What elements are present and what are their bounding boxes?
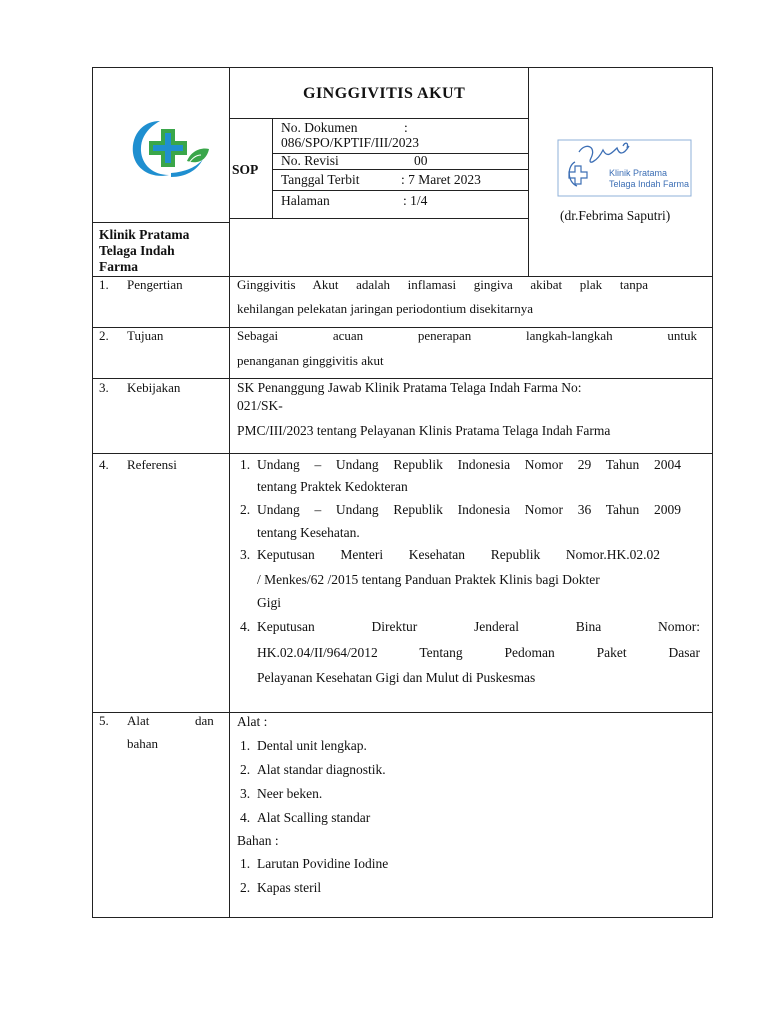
approval-stamp xyxy=(557,138,693,200)
issue-date-value: : 7 Maret 2023 xyxy=(401,172,481,187)
section-number: 3. xyxy=(99,380,109,395)
revision-value: 00 xyxy=(414,153,428,168)
section-label: Alat xyxy=(127,713,150,728)
section-text-line: penanganan ginggivitis akut xyxy=(237,353,384,368)
issue-date-label: Tanggal Terbit xyxy=(281,172,360,187)
bahan-heading: Bahan : xyxy=(237,833,279,848)
doc-number-label: No. Dokumen xyxy=(281,120,358,135)
section-number: 4. xyxy=(99,457,109,472)
alat-heading: Alat : xyxy=(237,714,268,729)
section-number: 5. xyxy=(99,713,109,728)
doc-number-value: 086/SPO/KPTIF/III/2023 xyxy=(281,135,420,150)
sop-label: SOP xyxy=(232,162,259,177)
signatory-name: (dr.Febrima Saputri) xyxy=(560,208,671,223)
doc-number-colon: : xyxy=(404,120,408,135)
section-text-line: kehilangan pelekatan jaringan periodontium disekitarnya xyxy=(237,301,534,316)
section-label: Referensi xyxy=(127,457,177,472)
page-value: : 1/4 xyxy=(403,193,428,208)
stamp-text-line-2: Telaga Indah Farma xyxy=(609,179,690,189)
revision-label: No. Revisi xyxy=(281,153,339,168)
document-title: GINGGIVITIS AKUT xyxy=(303,85,466,102)
page-label: Halaman xyxy=(281,193,330,208)
section-label: Tujuan xyxy=(127,328,164,343)
section-label: dan xyxy=(195,713,214,728)
section-text-line: Ginggivitis Akut adalah inflamasi gingiva akibat plak tanpa xyxy=(237,277,648,292)
section-label: Pengertian xyxy=(127,277,183,292)
section-number: 1. xyxy=(99,277,109,292)
clinic-logo xyxy=(127,115,213,185)
section-text-line: SK Penanggung Jawab Klinik Pratama Telaga Indah Farma No: xyxy=(237,380,582,395)
section-label: bahan xyxy=(127,736,159,751)
section-number: 2. xyxy=(99,328,109,343)
section-text-line: Sebagai acuan penerapan langkah-langkah untuk xyxy=(237,328,697,343)
stamp-text-line-1: Klinik Pratama xyxy=(609,168,668,178)
section-text-line: 021/SK- xyxy=(237,398,283,413)
section-text-line: PMC/III/2023 tentang Pelayanan Klinis Pratama Telaga Indah Farma xyxy=(237,423,611,438)
section-label: Kebijakan xyxy=(127,380,181,395)
